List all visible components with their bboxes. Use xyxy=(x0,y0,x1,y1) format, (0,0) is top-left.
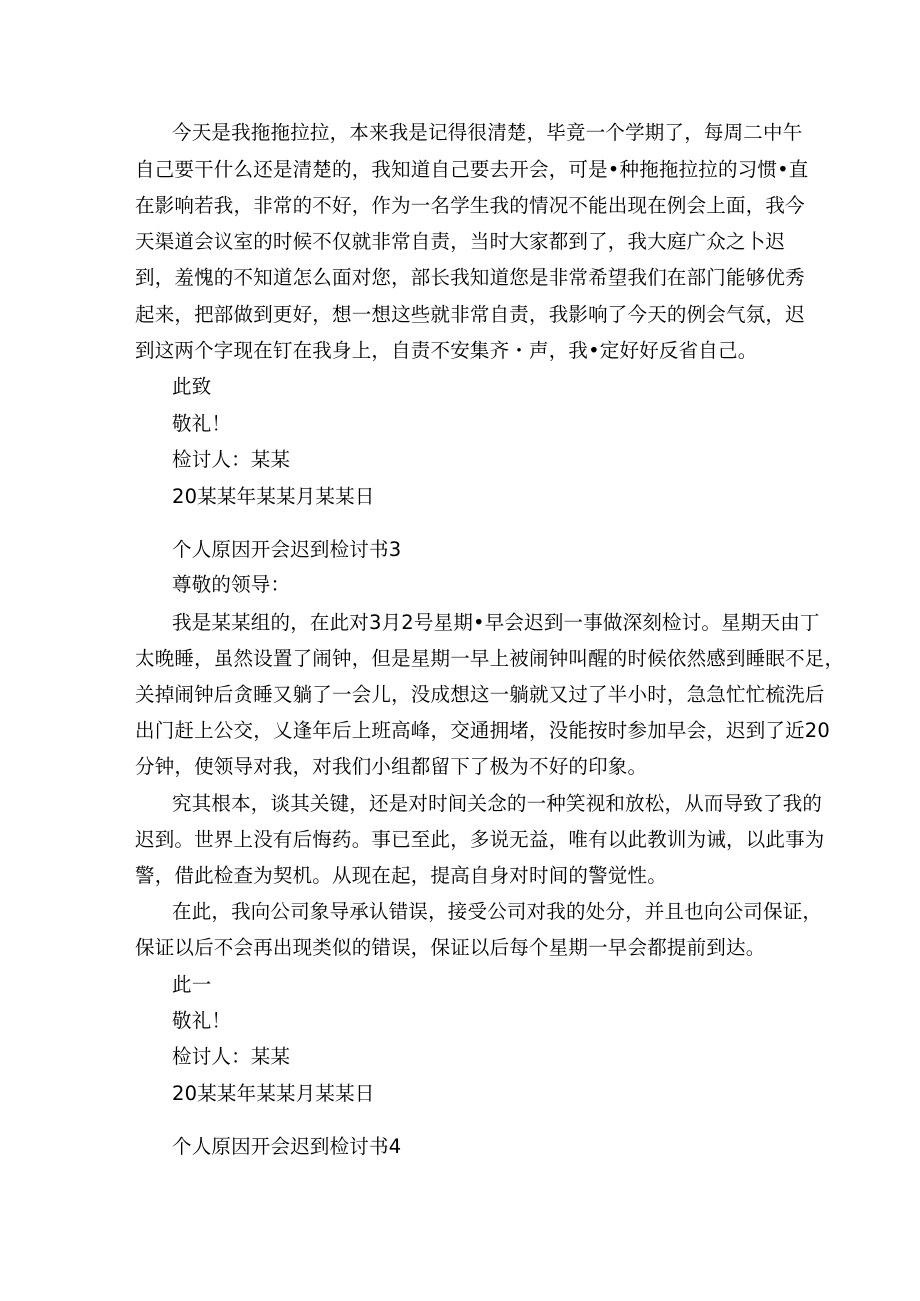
paragraph-line: 今天是我拖拖拉拉，本来我是记得很清楚，毕竟一个学期了，每周二中午 xyxy=(172,121,803,144)
paragraph-line: 太晚睡，虽然设置了闹钟，但是星期一早上被闹钟叫醒的时候依然感到睡眠不足， xyxy=(135,647,845,670)
date-line: 20某某年某某月某某日 xyxy=(172,485,375,508)
closing-line: 敬礼！ xyxy=(172,412,232,435)
signer-line: 检讨人：某某 xyxy=(172,448,291,471)
section-title: 个人原因开会迟到检讨书4 xyxy=(172,1135,402,1158)
paragraph-line: 天渠道会议室的时候不仅就非常自责，当时大家都到了，我大庭广众之卜迟 xyxy=(135,230,786,253)
paragraph-line: 究其根本，谈其关键，还是对时间关念的一种笑视和放松，从而导致了我的 xyxy=(172,792,823,815)
closing-line: 此致 xyxy=(172,375,212,398)
paragraph-line: 分钟，使领导对我，对我们小组都留下了极为不好的印象。 xyxy=(135,755,648,778)
paragraph-line: 自己要干什么还是清楚的，我知道自己要去开会，可是•种拖拖拉拉的习惯•直 xyxy=(135,158,809,181)
paragraph-line: 关掉闹钟后贪睡又躺了一会儿，没成想这一躺就又过了半小时，急急忙忙梳洗后 xyxy=(135,683,825,706)
paragraph-line: 起来，把部做到更好，想一想这些就非常自责，我影响了今天的例会气氛，迟 xyxy=(135,303,805,326)
paragraph-line: 我是某某组的，在此对3月2号星期•早会迟到一事做深刻检讨。星期天由丁 xyxy=(172,611,820,634)
closing-line: 此一 xyxy=(172,973,212,996)
closing-line: 敬礼！ xyxy=(172,1009,232,1032)
signer-line: 检讨人：某某 xyxy=(172,1045,291,1068)
paragraph-line: 警，借此检查为契机。从现在起，提高自身对时间的警觉性。 xyxy=(135,864,667,887)
date-line: 20某某年某某月某某日 xyxy=(172,1082,375,1105)
paragraph-line: 出门赶上公交，乂逢年后上班高峰，交通拥堵，没能按时参加早会，迟到了近20 xyxy=(135,719,831,742)
paragraph-line: 在影响若我，非常的不好，作为一名学生我的情况不能出现在例会上面，我今 xyxy=(135,194,805,217)
paragraph-line: 到这两个字现在钉在我身上，自责不安集齐・声，我•定好好反省自己。 xyxy=(135,339,758,362)
paragraph-line: 在此，我向公司象导承认错误，接受公司对我的处分，并且也向公司保证， xyxy=(172,900,823,923)
salutation: 尊敬的领导： xyxy=(172,573,291,596)
paragraph-line: 到，羞愧的不知道怎么面对您，部长我知道您是非常希望我们在部门能够优秀 xyxy=(135,266,805,289)
paragraph-line: 保证以后不会再出现类似的错误，保证以后每个星期一早会都提前到达。 xyxy=(135,936,766,959)
paragraph-line: 迟到。世界上没有后悔药。事已至此，多说无益，唯有以此教训为诫，以此事为 xyxy=(135,828,825,851)
section-title: 个人原因开会迟到检讨书3 xyxy=(172,538,402,561)
